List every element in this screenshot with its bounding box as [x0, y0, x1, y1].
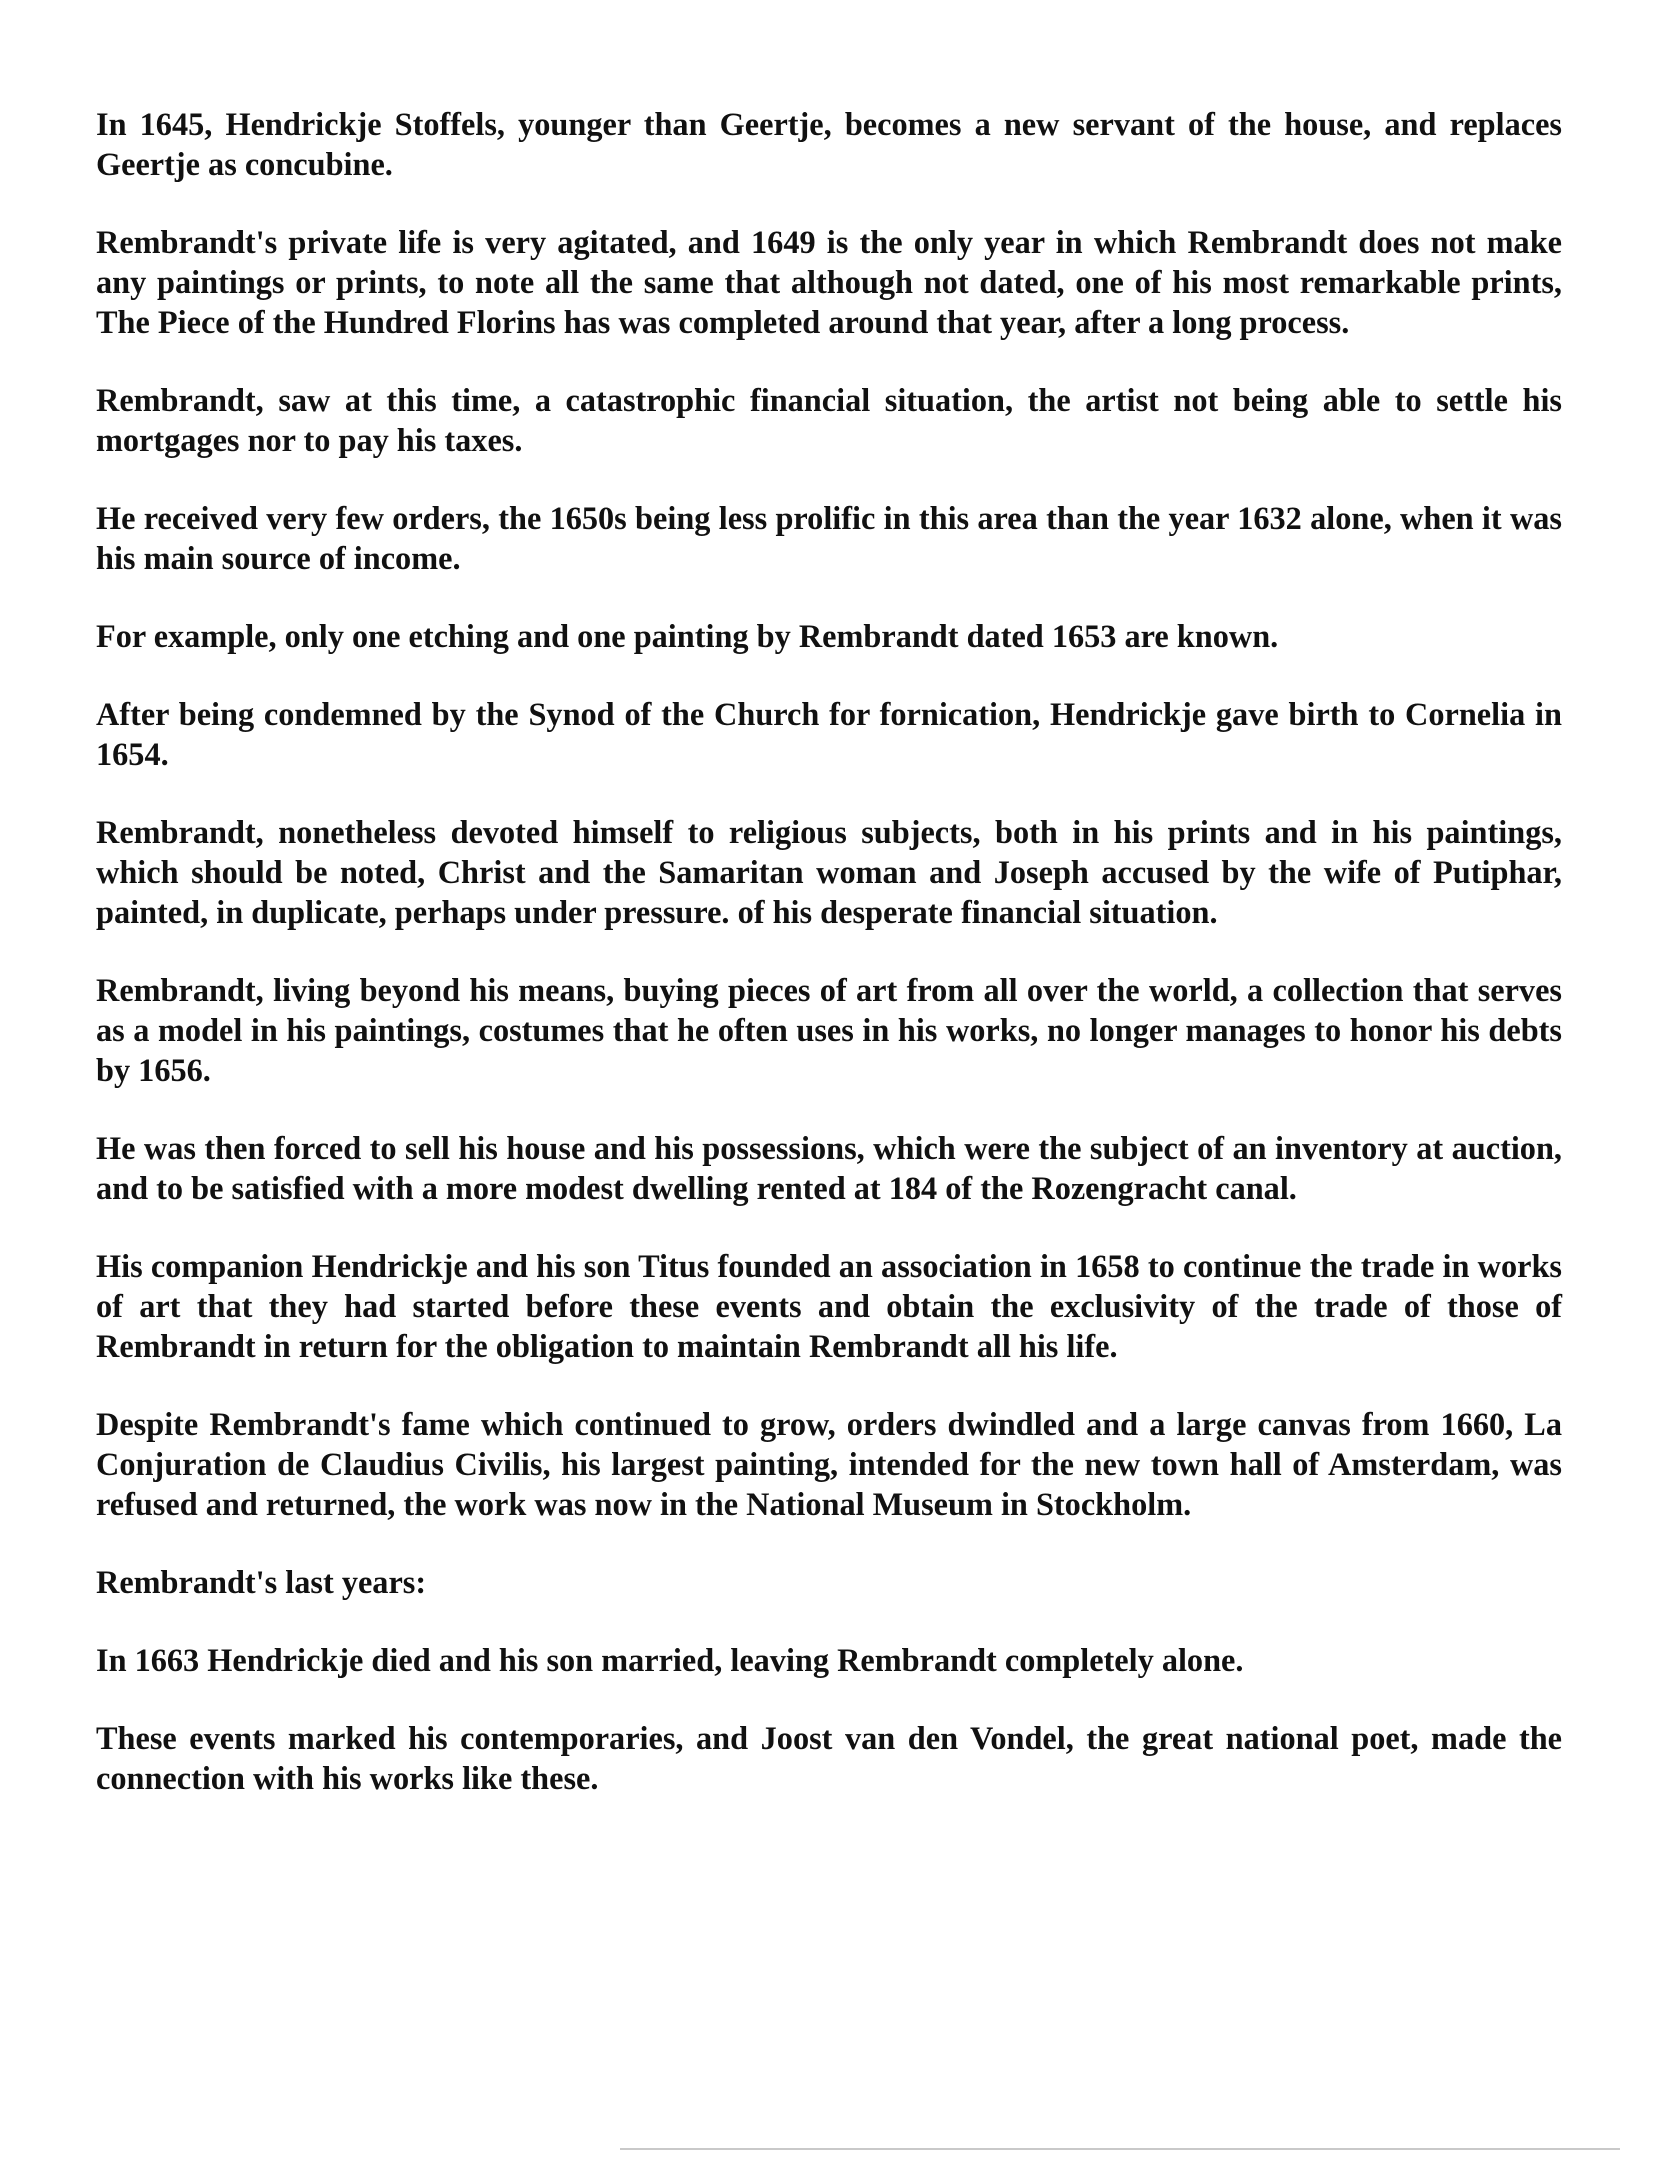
- paragraph-vondel: These events marked his contemporaries, and Joost van den Vondel, the great national poet, made the connection with his works like these.: [96, 1720, 1562, 1796]
- paragraph-hendrickje-arrival: In 1645, Hendrickje Stoffels, younger than Geertje, becomes a new servant of the house, and replaces Geertje as concubine.: [96, 106, 1562, 182]
- paragraph-claudius-civilis: Despite Rembrandt's fame which continued to grow, orders dwindled and a large canvas from 1660, La Conjuration de Claudius Civilis, his largest painting, intended for the new town hall of Amsterdam, was refused and returned, the work was now in the National Museum in Stockholm.: [96, 1406, 1562, 1522]
- paragraph-living-beyond-means: Rembrandt, living beyond his means, buying pieces of art from all over the world, a collection that serves as a model in his paintings, costumes that he often uses in his works, no longer manages to honor his debts by 1656.: [96, 972, 1562, 1088]
- paragraph-1653-works: For example, only one etching and one painting by Rembrandt dated 1653 are known.: [96, 618, 1279, 654]
- paragraph-financial-situation: Rembrandt, saw at this time, a catastrophic financial situation, the artist not being able to settle his mortgages nor to pay his taxes.: [96, 382, 1562, 458]
- section-heading-last-years: Rembrandt's last years:: [96, 1564, 427, 1600]
- paragraph-few-orders: He received very few orders, the 1650s being less prolific in this area than the year 1632 alone, when it was his main source of income.: [96, 500, 1562, 576]
- paragraph-private-life-1649: Rembrandt's private life is very agitated, and 1649 is the only year in which Rembrandt does not make any paintings or prints, to note all the same that although not dated, one of his most remarkable prints, The Piece of the Hundred Florins has was completed around that year, after a long process.: [96, 224, 1562, 340]
- document-body: [96, 104, 1562, 1836]
- page-bottom-rule: [620, 2148, 1620, 2150]
- paragraph-association-1658: His companion Hendrickje and his son Titus founded an association in 1658 to continue the trade in works of art that they had started before these events and obtain the exclusivity of the trade of those of Rembrandt in return for the obligation to maintain Rembrandt all his life.: [96, 1248, 1562, 1364]
- paragraph-auction: He was then forced to sell his house and his possessions, which were the subject of an inventory at auction, and to be satisfied with a more modest dwelling rented at 184 of the Rozengracht canal.: [96, 1130, 1562, 1206]
- paragraph-1663: In 1663 Hendrickje died and his son married, leaving Rembrandt completely alone.: [96, 1642, 1244, 1678]
- paragraph-cornelia-birth: After being condemned by the Synod of the Church for fornication, Hendrickje gave birth to Cornelia in 1654.: [96, 696, 1562, 772]
- paragraph-religious-subjects: Rembrandt, nonetheless devoted himself to religious subjects, both in his prints and in his paintings, which should be noted, Christ and the Samaritan woman and Joseph accused by the wife of Putiphar, painted, in duplicate, perhaps under pressure. of his desperate financial situation.: [96, 814, 1562, 930]
